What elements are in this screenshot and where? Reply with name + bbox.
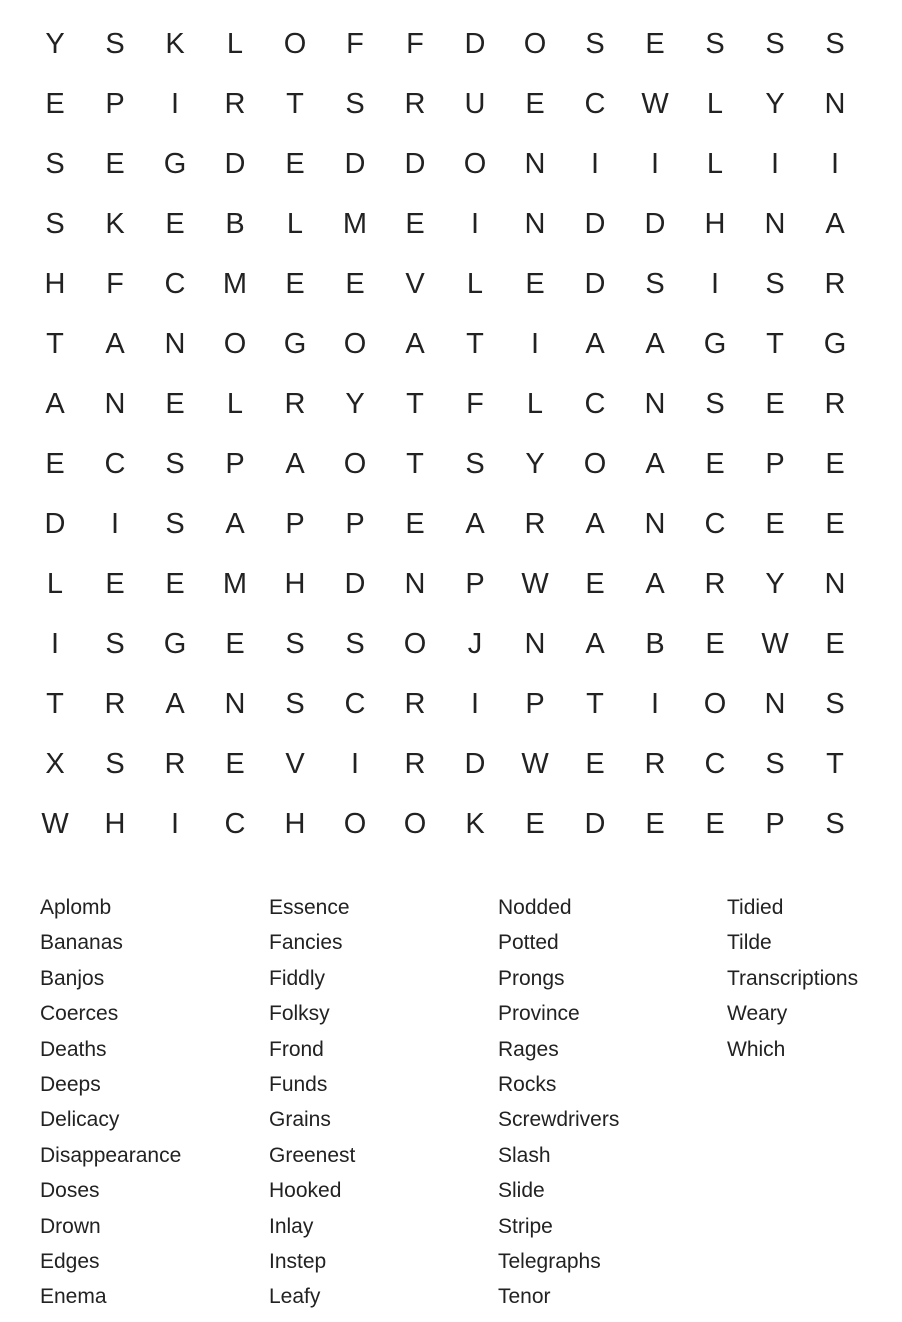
grid-cell[interactable]: C	[164, 267, 186, 300]
grid-cell[interactable]: P	[105, 87, 125, 120]
grid-cell[interactable]: D	[464, 747, 486, 780]
grid-cell[interactable]: L	[466, 267, 484, 300]
grid-cell[interactable]: R	[404, 747, 426, 780]
word-list-item: Province	[498, 1002, 580, 1026]
word-list-item: Inlay	[269, 1214, 314, 1238]
grid-cell[interactable]: H	[44, 267, 66, 300]
grid-cell[interactable]: R	[524, 507, 546, 540]
grid-cell[interactable]: O	[343, 807, 367, 840]
grid-cell[interactable]: P	[765, 447, 785, 480]
grid-cell[interactable]: W	[521, 567, 549, 600]
grid-cell[interactable]: O	[403, 807, 427, 840]
grid-cell[interactable]: H	[704, 207, 726, 240]
word-list-item: Funds	[269, 1072, 328, 1096]
grid-cell[interactable]: T	[766, 327, 784, 360]
grid-cell[interactable]: E	[705, 807, 725, 840]
grid-cell[interactable]: R	[824, 267, 846, 300]
grid-row	[25, 314, 865, 374]
grid-cell[interactable]: D	[344, 567, 366, 600]
grid-cell[interactable]: R	[404, 87, 426, 120]
grid-cell[interactable]: O	[343, 327, 367, 360]
grid-cell[interactable]: T	[46, 327, 64, 360]
word-list-item: Edges	[40, 1249, 100, 1273]
word-list-item: Nodded	[498, 896, 572, 919]
word-list-item: Banjos	[40, 966, 105, 990]
grid-cell[interactable]: W	[41, 807, 69, 840]
grid-cell[interactable]: I	[470, 207, 480, 240]
grid-cell[interactable]: S	[45, 207, 65, 240]
grid-cell[interactable]: E	[105, 147, 125, 180]
grid-cell[interactable]: S	[105, 27, 125, 60]
grid-row	[25, 134, 865, 194]
grid-cell[interactable]: F	[466, 387, 484, 420]
grid-cell[interactable]: D	[404, 147, 426, 180]
grid-cell[interactable]: S	[705, 387, 725, 420]
grid-cell[interactable]: C	[704, 507, 726, 540]
grid-cell[interactable]: Y	[345, 387, 365, 420]
grid-row	[25, 254, 865, 314]
grid-cell[interactable]: N	[644, 387, 666, 420]
grid-cell[interactable]: M	[222, 567, 248, 600]
word-list	[40, 890, 902, 1315]
letter-grid	[25, 14, 865, 854]
grid-cell[interactable]: G	[823, 327, 847, 360]
word-list-item: Enema	[40, 1285, 107, 1309]
grid-cell[interactable]: E	[405, 507, 425, 540]
grid-cell[interactable]: I	[650, 147, 660, 180]
grid-cell[interactable]: E	[525, 267, 545, 300]
grid-cell[interactable]: S	[705, 27, 725, 60]
word-list-item: Stripe	[498, 1214, 553, 1238]
grid-cell[interactable]: O	[463, 147, 487, 180]
grid-cell[interactable]: A	[645, 327, 665, 360]
grid-row	[25, 194, 865, 254]
grid-cell[interactable]: F	[406, 27, 424, 60]
grid-cell[interactable]: E	[45, 447, 65, 480]
grid-cell[interactable]: W	[521, 747, 549, 780]
grid-cell[interactable]: C	[104, 447, 126, 480]
grid-cell[interactable]: D	[584, 207, 606, 240]
grid-cell[interactable]: P	[465, 567, 485, 600]
grid-cell[interactable]: E	[645, 27, 665, 60]
grid-cell[interactable]: F	[346, 27, 364, 60]
grid-cell[interactable]: E	[405, 207, 425, 240]
grid-cell[interactable]: M	[222, 267, 248, 300]
grid-row	[25, 74, 865, 134]
grid-row	[25, 614, 865, 674]
grid-cell[interactable]: E	[825, 627, 845, 660]
grid-cell[interactable]: I	[50, 627, 60, 660]
grid-cell[interactable]: R	[284, 387, 306, 420]
grid-cell[interactable]: S	[765, 747, 785, 780]
grid-cell[interactable]: T	[466, 327, 484, 360]
grid-cell[interactable]: F	[106, 267, 124, 300]
grid-cell[interactable]: R	[644, 747, 666, 780]
grid-cell[interactable]: P	[525, 687, 545, 720]
grid-cell[interactable]: E	[345, 267, 365, 300]
grid-cell[interactable]: H	[284, 567, 306, 600]
grid-cell[interactable]: N	[824, 87, 846, 120]
grid-cell[interactable]: D	[584, 807, 606, 840]
grid-cell[interactable]: L	[286, 207, 304, 240]
grid-cell[interactable]: A	[165, 687, 185, 720]
word-list-item: Grains	[269, 1108, 331, 1132]
grid-cell[interactable]: S	[165, 447, 185, 480]
grid-cell[interactable]: G	[163, 147, 187, 180]
word-list-item: Telegraphs	[498, 1249, 601, 1273]
grid-cell[interactable]: Y	[45, 27, 65, 60]
grid-cell[interactable]: C	[224, 807, 246, 840]
grid-cell[interactable]: D	[644, 207, 666, 240]
grid-cell[interactable]: C	[704, 747, 726, 780]
grid-cell[interactable]: Y	[765, 567, 785, 600]
grid-cell[interactable]: E	[705, 447, 725, 480]
word-list-item: Potted	[498, 931, 559, 955]
grid-cell[interactable]: R	[224, 87, 246, 120]
grid-cell[interactable]: N	[824, 567, 846, 600]
grid-row	[25, 14, 865, 74]
grid-cell[interactable]: S	[105, 627, 125, 660]
grid-cell[interactable]: A	[45, 387, 65, 420]
word-list-item: Weary	[727, 1002, 788, 1026]
grid-cell[interactable]: I	[830, 147, 840, 180]
word-column	[40, 890, 269, 1315]
grid-row	[25, 434, 865, 494]
grid-cell[interactable]: E	[825, 447, 845, 480]
grid-cell[interactable]: T	[586, 687, 604, 720]
word-list-item: Leafy	[269, 1285, 321, 1309]
grid-cell[interactable]: E	[165, 567, 185, 600]
grid-cell[interactable]: H	[104, 807, 126, 840]
grid-cell[interactable]: L	[706, 87, 724, 120]
word-list-item: Doses	[40, 1179, 100, 1203]
grid-cell[interactable]: S	[765, 27, 785, 60]
grid-cell[interactable]: S	[105, 747, 125, 780]
word-list-item: Bananas	[40, 931, 123, 955]
grid-cell[interactable]: I	[170, 87, 180, 120]
grid-cell[interactable]: S	[825, 27, 845, 60]
grid-cell[interactable]: O	[403, 627, 427, 660]
grid-cell[interactable]: N	[644, 507, 666, 540]
grid-row	[25, 734, 865, 794]
grid-cell[interactable]: R	[104, 687, 126, 720]
grid-cell[interactable]: E	[225, 627, 245, 660]
grid-cell[interactable]: K	[105, 207, 125, 240]
grid-cell[interactable]: U	[464, 87, 486, 120]
grid-cell[interactable]: A	[585, 627, 605, 660]
word-list-item: Which	[727, 1037, 786, 1061]
word-list-item: Prongs	[498, 966, 565, 990]
grid-cell[interactable]: O	[583, 447, 607, 480]
grid-cell[interactable]: E	[525, 807, 545, 840]
grid-cell[interactable]: N	[764, 207, 786, 240]
grid-cell[interactable]: S	[825, 807, 845, 840]
grid-cell[interactable]: R	[404, 687, 426, 720]
grid-cell[interactable]: W	[641, 87, 669, 120]
grid-cell[interactable]: Y	[765, 87, 785, 120]
word-list-item: Frond	[269, 1037, 324, 1061]
grid-cell[interactable]: O	[703, 687, 727, 720]
grid-cell[interactable]: T	[826, 747, 844, 780]
word-column	[727, 890, 902, 1315]
grid-cell[interactable]: L	[526, 387, 544, 420]
word-list-item: Deaths	[40, 1037, 107, 1061]
grid-cell[interactable]: E	[225, 747, 245, 780]
grid-cell[interactable]: D	[344, 147, 366, 180]
grid-cell[interactable]: L	[706, 147, 724, 180]
word-list-item: Essence	[269, 896, 350, 919]
grid-cell[interactable]: E	[285, 147, 305, 180]
grid-cell[interactable]: A	[585, 327, 605, 360]
grid-cell[interactable]: N	[524, 627, 546, 660]
word-list-item: Delicacy	[40, 1108, 120, 1132]
grid-cell[interactable]: E	[525, 87, 545, 120]
grid-cell[interactable]: L	[46, 567, 64, 600]
grid-cell[interactable]: A	[405, 327, 425, 360]
word-list-item: Screwdrivers	[498, 1108, 620, 1132]
word-list-item: Instep	[269, 1249, 327, 1273]
word-list-item: Aplomb	[40, 896, 112, 919]
grid-cell[interactable]: A	[465, 507, 485, 540]
word-list-item: Transcriptions	[727, 966, 859, 990]
grid-cell[interactable]: X	[45, 747, 65, 780]
grid-cell[interactable]: E	[705, 627, 725, 660]
grid-cell[interactable]: N	[164, 327, 186, 360]
grid-cell[interactable]: L	[226, 387, 244, 420]
grid-cell[interactable]: I	[710, 267, 720, 300]
grid-cell[interactable]: O	[223, 327, 247, 360]
grid-cell[interactable]: C	[584, 387, 606, 420]
grid-cell[interactable]: O	[343, 447, 367, 480]
grid-cell[interactable]: S	[345, 627, 365, 660]
grid-cell[interactable]: S	[765, 267, 785, 300]
grid-cell[interactable]: G	[163, 627, 187, 660]
grid-cell[interactable]: T	[46, 687, 64, 720]
grid-cell[interactable]: E	[765, 507, 785, 540]
grid-cell[interactable]: T	[286, 87, 304, 120]
grid-cell[interactable]: T	[406, 387, 424, 420]
grid-cell[interactable]: E	[165, 207, 185, 240]
grid-cell[interactable]: N	[224, 687, 246, 720]
grid-cell[interactable]: P	[345, 507, 365, 540]
grid-cell[interactable]: B	[225, 207, 245, 240]
grid-cell[interactable]: P	[285, 507, 305, 540]
word-column	[269, 890, 498, 1315]
grid-cell[interactable]: N	[524, 147, 546, 180]
word-list-item: Rages	[498, 1037, 559, 1061]
grid-cell[interactable]: S	[285, 687, 305, 720]
grid-cell[interactable]: E	[165, 387, 185, 420]
word-column	[498, 890, 727, 1315]
word-list-item: Slide	[498, 1179, 545, 1203]
grid-cell[interactable]: P	[225, 447, 245, 480]
grid-cell[interactable]: S	[645, 267, 665, 300]
grid-cell[interactable]: A	[285, 447, 305, 480]
grid-cell[interactable]: O	[523, 27, 547, 60]
word-list-item: Rocks	[498, 1072, 557, 1096]
grid-cell[interactable]: P	[765, 807, 785, 840]
grid-cell[interactable]: E	[765, 387, 785, 420]
grid-row	[25, 494, 865, 554]
grid-cell[interactable]: E	[585, 747, 605, 780]
grid-cell[interactable]: S	[345, 87, 365, 120]
word-list-item: Slash	[498, 1143, 551, 1167]
word-list-item: Fancies	[269, 931, 343, 955]
word-list-item: Tidied	[727, 896, 784, 919]
grid-cell[interactable]: A	[645, 567, 665, 600]
grid-cell[interactable]: I	[530, 327, 540, 360]
grid-cell[interactable]: B	[645, 627, 665, 660]
grid-cell[interactable]: D	[224, 147, 246, 180]
grid-cell[interactable]: R	[164, 747, 186, 780]
grid-cell[interactable]: L	[226, 27, 244, 60]
grid-cell[interactable]: I	[350, 747, 360, 780]
grid-cell[interactable]: H	[284, 807, 306, 840]
grid-cell[interactable]: V	[405, 267, 425, 300]
grid-cell[interactable]: E	[45, 87, 65, 120]
grid-cell[interactable]: I	[170, 807, 180, 840]
grid-cell[interactable]: D	[464, 27, 486, 60]
grid-cell[interactable]: E	[645, 807, 665, 840]
grid-cell[interactable]: E	[105, 567, 125, 600]
word-list-item: Greenest	[269, 1143, 356, 1167]
grid-cell[interactable]: A	[105, 327, 125, 360]
grid-cell[interactable]: N	[104, 387, 126, 420]
grid-row	[25, 374, 865, 434]
grid-cell[interactable]: K	[465, 807, 485, 840]
word-list-item: Tilde	[727, 931, 772, 955]
grid-cell[interactable]: S	[825, 687, 845, 720]
grid-cell[interactable]: A	[825, 207, 845, 240]
grid-cell[interactable]: S	[45, 147, 65, 180]
grid-cell[interactable]: W	[761, 627, 789, 660]
grid-cell[interactable]: I	[470, 687, 480, 720]
grid-cell[interactable]: C	[344, 687, 366, 720]
grid-cell[interactable]: I	[650, 687, 660, 720]
grid-row	[25, 794, 865, 854]
grid-cell[interactable]: I	[590, 147, 600, 180]
grid-cell[interactable]: E	[585, 567, 605, 600]
grid-cell[interactable]: Y	[525, 447, 545, 480]
grid-cell[interactable]: I	[770, 147, 780, 180]
grid-cell[interactable]: V	[285, 747, 305, 780]
grid-cell[interactable]: E	[285, 267, 305, 300]
grid-cell[interactable]: A	[225, 507, 245, 540]
grid-cell[interactable]: T	[406, 447, 424, 480]
grid-cell[interactable]: M	[342, 207, 368, 240]
grid-cell[interactable]: S	[165, 507, 185, 540]
grid-cell[interactable]: D	[44, 507, 66, 540]
grid-cell[interactable]: E	[825, 507, 845, 540]
word-list-item: Deeps	[40, 1072, 101, 1096]
grid-cell[interactable]: R	[704, 567, 726, 600]
grid-cell[interactable]: G	[283, 327, 307, 360]
grid-cell[interactable]: N	[404, 567, 426, 600]
grid-cell[interactable]: O	[283, 27, 307, 60]
word-list-item: Fiddly	[269, 966, 326, 990]
grid-cell[interactable]: G	[703, 327, 727, 360]
grid-cell[interactable]: K	[165, 27, 185, 60]
grid-cell[interactable]: N	[524, 207, 546, 240]
grid-cell[interactable]: N	[764, 687, 786, 720]
word-list-item: Disappearance	[40, 1143, 182, 1167]
grid-cell[interactable]: S	[465, 447, 485, 480]
word-list-item: Tenor	[498, 1285, 551, 1309]
word-list-item: Hooked	[269, 1179, 342, 1203]
grid-row	[25, 674, 865, 734]
grid-cell[interactable]: S	[285, 627, 305, 660]
word-list-item: Folksy	[269, 1002, 330, 1026]
grid-row	[25, 554, 865, 614]
grid-cell[interactable]: J	[467, 627, 483, 660]
grid-cell[interactable]: A	[585, 507, 605, 540]
grid-cell[interactable]: C	[584, 87, 606, 120]
grid-cell[interactable]: S	[585, 27, 605, 60]
grid-cell[interactable]: D	[584, 267, 606, 300]
word-list-item: Coerces	[40, 1002, 119, 1026]
grid-cell[interactable]: I	[110, 507, 120, 540]
word-list-item: Drown	[40, 1214, 101, 1238]
grid-cell[interactable]: A	[645, 447, 665, 480]
grid-cell[interactable]: R	[824, 387, 846, 420]
